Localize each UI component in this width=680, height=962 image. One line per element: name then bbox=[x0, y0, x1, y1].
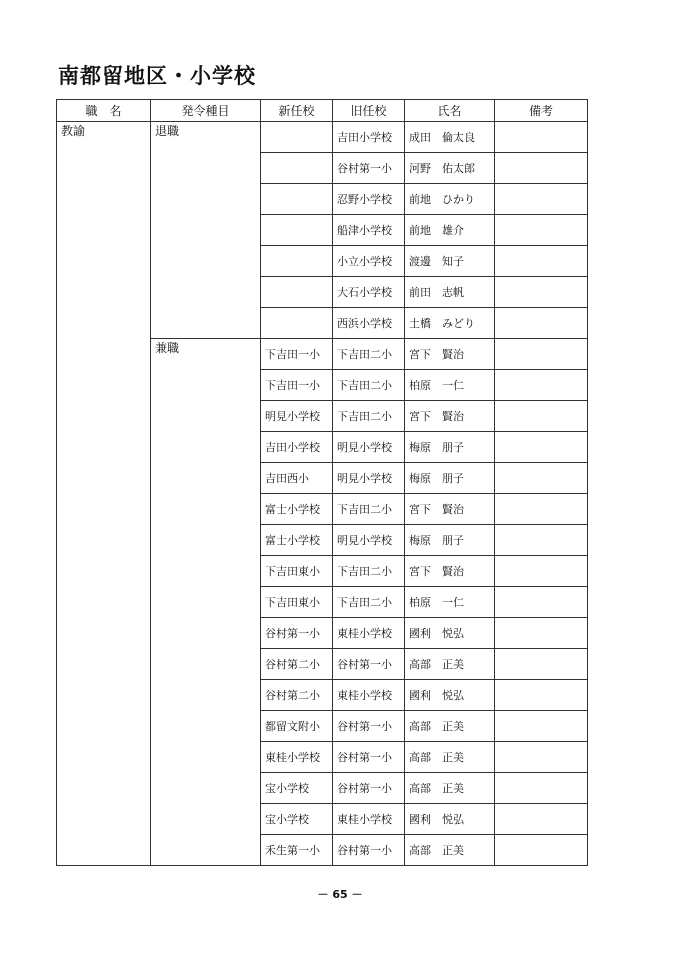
name-cell: 土橋 みどり bbox=[405, 308, 495, 339]
old-school-cell: 船津小学校 bbox=[333, 215, 405, 246]
new-school-cell: 東桂小学校 bbox=[261, 742, 333, 773]
old-school-cell: 下吉田二小 bbox=[333, 494, 405, 525]
old-school-cell: 東桂小学校 bbox=[333, 680, 405, 711]
table-header bbox=[57, 100, 588, 122]
new-school-cell: 谷村第一小 bbox=[261, 618, 333, 649]
note-cell bbox=[495, 308, 588, 339]
name-cell: 國利 悦弘 bbox=[405, 804, 495, 835]
name-cell: 國利 悦弘 bbox=[405, 680, 495, 711]
header-row bbox=[57, 100, 588, 122]
new-school-cell: 下吉田東小 bbox=[261, 587, 333, 618]
appointment-type-cell: 退職 bbox=[151, 122, 261, 339]
old-school-cell: 東桂小学校 bbox=[333, 804, 405, 835]
note-cell bbox=[495, 804, 588, 835]
old-school-cell: 明見小学校 bbox=[333, 525, 405, 556]
new-school-cell: 谷村第二小 bbox=[261, 680, 333, 711]
new-school-cell: 都留文附小 bbox=[261, 711, 333, 742]
page-number: － 65 － bbox=[317, 888, 363, 901]
note-cell bbox=[495, 835, 588, 866]
name-cell: 梅原 朋子 bbox=[405, 432, 495, 463]
new-school-cell: 宝小学校 bbox=[261, 804, 333, 835]
name-cell: 前地 雄介 bbox=[405, 215, 495, 246]
name-cell: 梅原 朋子 bbox=[405, 463, 495, 494]
note-cell bbox=[495, 153, 588, 184]
new-school-cell: 明見小学校 bbox=[261, 401, 333, 432]
note-cell bbox=[495, 370, 588, 401]
note-cell bbox=[495, 277, 588, 308]
note-cell bbox=[495, 587, 588, 618]
new-school-cell: 禾生第一小 bbox=[261, 835, 333, 866]
note-cell bbox=[495, 215, 588, 246]
old-school-cell: 下吉田二小 bbox=[333, 401, 405, 432]
name-cell: 柏原 一仁 bbox=[405, 370, 495, 401]
note-cell bbox=[495, 246, 588, 277]
appointment-type-cell: 兼職 bbox=[151, 339, 261, 866]
note-cell bbox=[495, 556, 588, 587]
note-cell bbox=[495, 494, 588, 525]
table-body bbox=[57, 122, 588, 866]
old-school-cell: 明見小学校 bbox=[333, 432, 405, 463]
note-cell bbox=[495, 742, 588, 773]
note-cell bbox=[495, 184, 588, 215]
name-cell: 高部 正美 bbox=[405, 835, 495, 866]
column-header: 新任校 bbox=[261, 100, 333, 122]
name-cell: 高部 正美 bbox=[405, 649, 495, 680]
new-school-cell: 吉田西小 bbox=[261, 463, 333, 494]
note-cell bbox=[495, 463, 588, 494]
new-school-cell bbox=[261, 246, 333, 277]
note-cell bbox=[495, 525, 588, 556]
old-school-cell: 下吉田二小 bbox=[333, 556, 405, 587]
name-cell: 宮下 賢治 bbox=[405, 494, 495, 525]
new-school-cell: 富士小学校 bbox=[261, 525, 333, 556]
name-cell: 前地 ひかり bbox=[405, 184, 495, 215]
old-school-cell: 下吉田二小 bbox=[333, 370, 405, 401]
page-title: 南都留地区・小学校 bbox=[58, 64, 256, 88]
note-cell bbox=[495, 339, 588, 370]
new-school-cell bbox=[261, 308, 333, 339]
personnel-table bbox=[56, 99, 588, 866]
new-school-cell: 宝小学校 bbox=[261, 773, 333, 804]
name-cell: 河野 佑太郎 bbox=[405, 153, 495, 184]
name-cell: 柏原 一仁 bbox=[405, 587, 495, 618]
note-cell bbox=[495, 401, 588, 432]
old-school-cell: 谷村第一小 bbox=[333, 773, 405, 804]
new-school-cell: 吉田小学校 bbox=[261, 432, 333, 463]
column-header: 発令種目 bbox=[151, 100, 261, 122]
old-school-cell: 小立小学校 bbox=[333, 246, 405, 277]
column-header: 旧任校 bbox=[333, 100, 405, 122]
note-cell bbox=[495, 122, 588, 153]
old-school-cell: 谷村第一小 bbox=[333, 742, 405, 773]
new-school-cell: 下吉田一小 bbox=[261, 370, 333, 401]
table-row bbox=[57, 122, 588, 153]
old-school-cell: 谷村第一小 bbox=[333, 649, 405, 680]
note-cell bbox=[495, 618, 588, 649]
column-header: 備考 bbox=[495, 100, 588, 122]
new-school-cell bbox=[261, 122, 333, 153]
old-school-cell: 谷村第一小 bbox=[333, 835, 405, 866]
name-cell: 宮下 賢治 bbox=[405, 401, 495, 432]
old-school-cell: 忍野小学校 bbox=[333, 184, 405, 215]
name-cell: 成田 倫太良 bbox=[405, 122, 495, 153]
new-school-cell: 下吉田一小 bbox=[261, 339, 333, 370]
column-header: 氏名 bbox=[405, 100, 495, 122]
name-cell: 高部 正美 bbox=[405, 773, 495, 804]
name-cell: 宮下 賢治 bbox=[405, 339, 495, 370]
name-cell: 國利 悦弘 bbox=[405, 618, 495, 649]
old-school-cell: 大石小学校 bbox=[333, 277, 405, 308]
new-school-cell: 下吉田東小 bbox=[261, 556, 333, 587]
note-cell bbox=[495, 680, 588, 711]
name-cell: 前田 志帆 bbox=[405, 277, 495, 308]
name-cell: 宮下 賢治 bbox=[405, 556, 495, 587]
new-school-cell bbox=[261, 277, 333, 308]
old-school-cell: 明見小学校 bbox=[333, 463, 405, 494]
position-cell: 教諭 bbox=[57, 122, 151, 866]
note-cell bbox=[495, 432, 588, 463]
new-school-cell: 谷村第二小 bbox=[261, 649, 333, 680]
note-cell bbox=[495, 711, 588, 742]
new-school-cell bbox=[261, 184, 333, 215]
name-cell: 渡邊 知子 bbox=[405, 246, 495, 277]
name-cell: 高部 正美 bbox=[405, 742, 495, 773]
note-cell bbox=[495, 773, 588, 804]
old-school-cell: 吉田小学校 bbox=[333, 122, 405, 153]
old-school-cell: 西浜小学校 bbox=[333, 308, 405, 339]
old-school-cell: 谷村第一小 bbox=[333, 153, 405, 184]
old-school-cell: 下吉田二小 bbox=[333, 339, 405, 370]
old-school-cell: 下吉田二小 bbox=[333, 587, 405, 618]
name-cell: 高部 正美 bbox=[405, 711, 495, 742]
column-header: 職 名 bbox=[57, 100, 151, 122]
old-school-cell: 東桂小学校 bbox=[333, 618, 405, 649]
note-cell bbox=[495, 649, 588, 680]
new-school-cell bbox=[261, 153, 333, 184]
new-school-cell: 富士小学校 bbox=[261, 494, 333, 525]
old-school-cell: 谷村第一小 bbox=[333, 711, 405, 742]
name-cell: 梅原 朋子 bbox=[405, 525, 495, 556]
new-school-cell bbox=[261, 215, 333, 246]
